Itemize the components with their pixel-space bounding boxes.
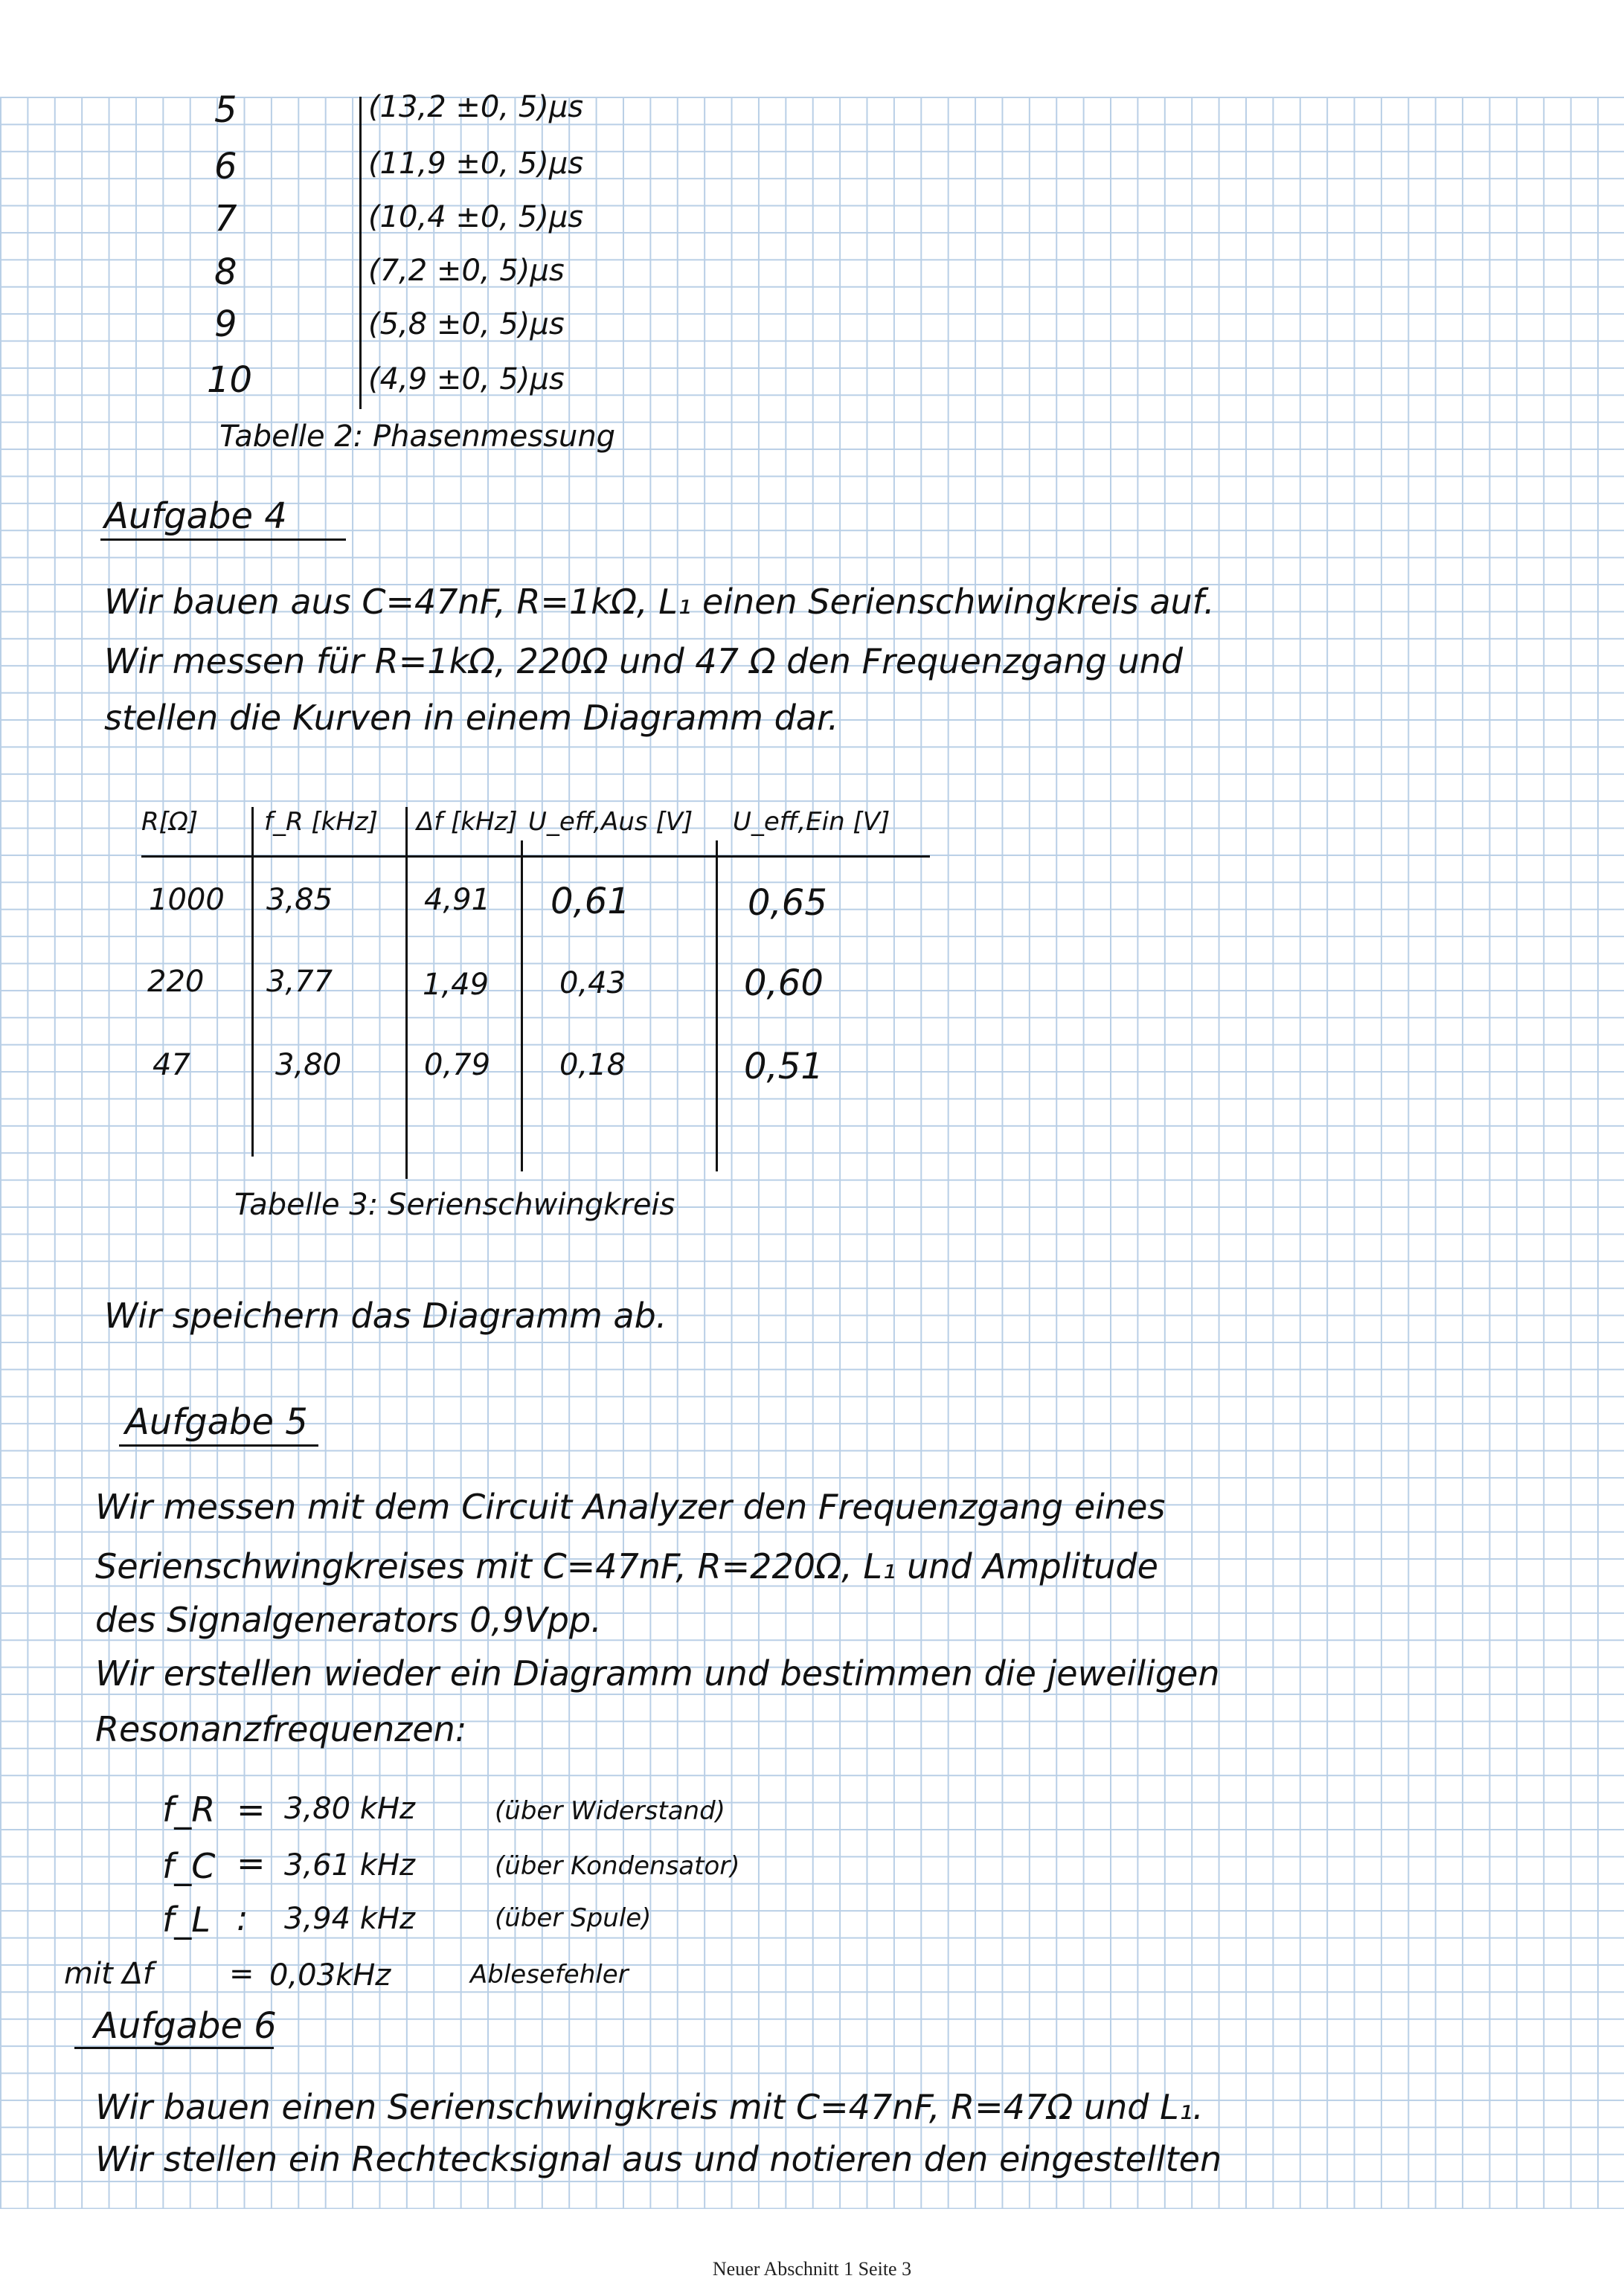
heading-underline bbox=[74, 2047, 274, 2049]
text-line: Resonanzfrequenzen: bbox=[95, 1709, 467, 1749]
result-note: (über Kondensator) bbox=[495, 1851, 740, 1881]
error-value: 0,03kHz bbox=[269, 1958, 391, 1993]
table-row-value: (4,9 ±0, 5)µs bbox=[368, 362, 565, 396]
table-cell: 47 bbox=[153, 1048, 190, 1082]
table-column-divider bbox=[716, 840, 718, 1171]
table-column-divider bbox=[405, 807, 408, 1179]
table-cell: 0,65 bbox=[748, 882, 827, 924]
table-cell: 0,60 bbox=[744, 962, 824, 1004]
result-symbol: f_R bbox=[162, 1789, 216, 1830]
phase-table-divider bbox=[359, 97, 362, 409]
table-row-value: (5,8 ±0, 5)µs bbox=[368, 307, 565, 341]
table-header: f_R [kHz] bbox=[264, 807, 379, 837]
table-cell: 1,49 bbox=[423, 968, 490, 1002]
table-row-index: 8 bbox=[214, 251, 237, 293]
table-cell: 0,51 bbox=[744, 1046, 824, 1087]
table-row-index: 9 bbox=[214, 303, 237, 345]
result-symbol: f_L bbox=[162, 1900, 211, 1940]
table-row-value: (7,2 ±0, 5)µs bbox=[368, 254, 565, 288]
section-heading: Aufgabe 5 bbox=[125, 1401, 308, 1443]
heading-underline bbox=[100, 538, 346, 541]
result-equals: = bbox=[237, 1843, 266, 1883]
table-cell: 0,43 bbox=[559, 966, 626, 1000]
table-cell: 0,18 bbox=[559, 1048, 626, 1082]
table-row-index: 7 bbox=[214, 198, 237, 239]
table-row-value: (10,4 ±0, 5)µs bbox=[368, 200, 584, 234]
text-line: Serienschwingkreises mit C=47nF, R=220Ω, L₁ und Amplitude bbox=[95, 1546, 1158, 1586]
error-prefix: mit Δf bbox=[64, 1957, 153, 1991]
table-caption: Tabelle 2: Phasenmessung bbox=[219, 419, 616, 454]
text-line: Wir stellen ein Rechtecksignal aus und notieren den eingestellten bbox=[95, 2139, 1222, 2179]
result-value: 3,80 kHz bbox=[284, 1792, 416, 1826]
result-note: (über Widerstand) bbox=[495, 1796, 725, 1826]
text-line: des Signalgenerators 0,9Vpp. bbox=[95, 1600, 602, 1640]
text-line: Wir messen mit dem Circuit Analyzer den Frequenzgang eines bbox=[95, 1487, 1166, 1527]
table-row-index: 6 bbox=[214, 146, 237, 187]
text-line: Wir erstellen wieder ein Diagramm und bestimmen die jeweiligen bbox=[95, 1653, 1220, 1694]
error-note: Ablesefehler bbox=[470, 1960, 629, 1990]
table-header-rule bbox=[141, 855, 930, 858]
result-note: (über Spule) bbox=[495, 1903, 652, 1933]
table-header: Δf [kHz] bbox=[417, 807, 518, 837]
table-column-divider bbox=[251, 807, 254, 1157]
table-cell: 3,77 bbox=[266, 965, 333, 999]
table-caption: Tabelle 3: Serienschwingkreis bbox=[234, 1188, 675, 1222]
table-header: R[Ω] bbox=[141, 807, 199, 837]
table-cell: 0,79 bbox=[424, 1048, 491, 1082]
result-symbol: f_C bbox=[162, 1846, 216, 1886]
error-equals: = bbox=[229, 1957, 254, 1991]
text-line: Wir messen für R=1kΩ, 220Ω und 47 Ω den Frequenzgang und bbox=[104, 641, 1184, 681]
text-line: stellen die Kurven in einem Diagramm dar. bbox=[104, 698, 839, 738]
heading-underline bbox=[119, 1444, 318, 1447]
table-cell: 3,80 bbox=[275, 1048, 342, 1082]
table-column-divider bbox=[521, 840, 523, 1171]
text-line: Wir bauen aus C=47nF, R=1kΩ, L₁ einen Serienschwingkreis auf. bbox=[104, 582, 1215, 622]
text-line: Wir bauen einen Serienschwingkreis mit C=47nF, R=47Ω und L₁. bbox=[95, 2087, 1204, 2127]
table-row-value: (11,9 ±0, 5)µs bbox=[368, 147, 584, 181]
result-equals: = bbox=[237, 1789, 266, 1830]
table-cell: 1000 bbox=[149, 883, 225, 917]
table-header: U_eff,Ein [V] bbox=[733, 807, 890, 837]
table-row-index: 5 bbox=[214, 89, 237, 131]
grid-paper bbox=[0, 97, 1624, 2209]
table-cell: 0,61 bbox=[551, 881, 630, 922]
section-heading: Aufgabe 6 bbox=[94, 2005, 277, 2047]
table-header: U_eff,Aus [V] bbox=[528, 807, 693, 837]
page-footer: Neuer Abschnitt 1 Seite 3 bbox=[712, 2258, 912, 2280]
section-heading: Aufgabe 4 bbox=[104, 495, 287, 537]
table-row-value: (13,2 ±0, 5)µs bbox=[368, 90, 584, 124]
table-cell: 3,85 bbox=[266, 883, 333, 917]
result-value: 3,61 kHz bbox=[284, 1848, 416, 1882]
result-value: 3,94 kHz bbox=[284, 1902, 416, 1936]
table-cell: 4,91 bbox=[424, 883, 491, 917]
table-row-index: 10 bbox=[207, 359, 253, 401]
text-line: Wir speichern das Diagramm ab. bbox=[104, 1296, 667, 1336]
table-cell: 220 bbox=[147, 965, 205, 999]
result-equals: : bbox=[237, 1898, 248, 1938]
